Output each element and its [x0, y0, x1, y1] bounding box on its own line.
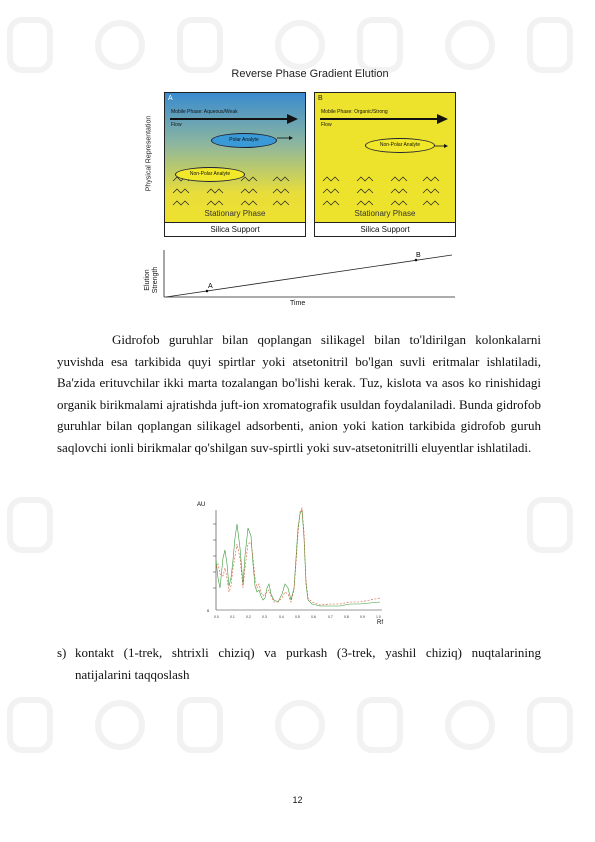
- x-tick: 0.7: [328, 615, 333, 619]
- x-tick: 1.0: [376, 615, 381, 619]
- physical-representation-label: Physical Representation: [145, 115, 153, 192]
- page-number: 12: [292, 795, 303, 805]
- chromatogram-ylabel: AU: [197, 502, 206, 508]
- time-label: Time: [290, 300, 306, 307]
- analyte-oval: Non-Polar Analyte: [365, 138, 435, 153]
- elution-strength-label: Elution Strength: [144, 266, 159, 294]
- analyte-oval: Non-Polar Analyte: [175, 167, 245, 182]
- analyte-oval: Polar Analyte: [211, 133, 277, 148]
- body-paragraph: Gidrofob guruhlar bilan qoplangan silikagel bilan to'ldirilgan kolonkalarni yuvishda esa tarkibida quyi spirtlar yoki atsetonitril bo'lgan suvli eritmalar ishlatiladi, Ba'zida erituvchilar ikki marta tozalangan bo'lishi kerak. Tuz, kislota va asos ko rinishidagi organik birikmalami ajratishda juft-ion xromatografik usuldan foydalaniladi. Bunda gidrofob guruhlar bilan qoplangan silikagel adsorbenti, anion yoki kation tarkibida gidrofob guruh saqlovchi ionli birikmalar qo'shilgan suv-spirtli yoki suv-atsetonitrilli eluyentlar ishlatiladi.: [57, 332, 541, 455]
- svg-text:0: 0: [207, 608, 210, 613]
- stationary-phase-label: Stationary Phase: [204, 209, 266, 218]
- point-a-label: A: [208, 283, 213, 290]
- x-tick: 0.8: [344, 615, 349, 619]
- x-tick: 0.0: [214, 615, 219, 619]
- list-item-text: kontakt (1-trek, shtrixli chiziq) va purkash (3-trek, yashil chiziq) nuqtalarining natijalarini taqqoslash: [75, 645, 541, 682]
- chromatogram-xlabel: Rf: [377, 620, 383, 626]
- elution-strength-plot: [160, 248, 460, 300]
- list-item: [57, 642, 541, 685]
- panel-letter: B: [318, 95, 323, 102]
- list-marker: s): [57, 645, 67, 660]
- chromatogram: [197, 498, 390, 633]
- figure-title: Reverse Phase Gradient Elution: [231, 68, 389, 80]
- x-tick: 0.2: [246, 615, 251, 619]
- x-tick: 0.6: [311, 615, 316, 619]
- x-tick: 0.5: [295, 615, 300, 619]
- x-tick: 0.9: [360, 615, 365, 619]
- flow-label: Flow: [171, 122, 182, 128]
- panel-b: [314, 92, 456, 237]
- x-tick: 0.1: [230, 615, 235, 619]
- x-tick: 0.3: [262, 615, 267, 619]
- silica-support-label: Silica Support: [165, 222, 305, 236]
- flow-label: Flow: [321, 122, 332, 128]
- track-3-line: [216, 510, 380, 606]
- mobile-phase-label: Mobile Phase: Aqueous/Weak: [171, 109, 238, 115]
- stationary-phase-label: Stationary Phase: [354, 209, 416, 218]
- silica-support-label: Silica Support: [315, 222, 455, 236]
- panel-letter: A: [168, 95, 173, 102]
- panel-a: [164, 92, 306, 237]
- mobile-phase-label: Mobile Phase: Organic/Strong: [321, 109, 388, 115]
- point-b-label: B: [416, 252, 421, 259]
- x-tick: 0.4: [279, 615, 284, 619]
